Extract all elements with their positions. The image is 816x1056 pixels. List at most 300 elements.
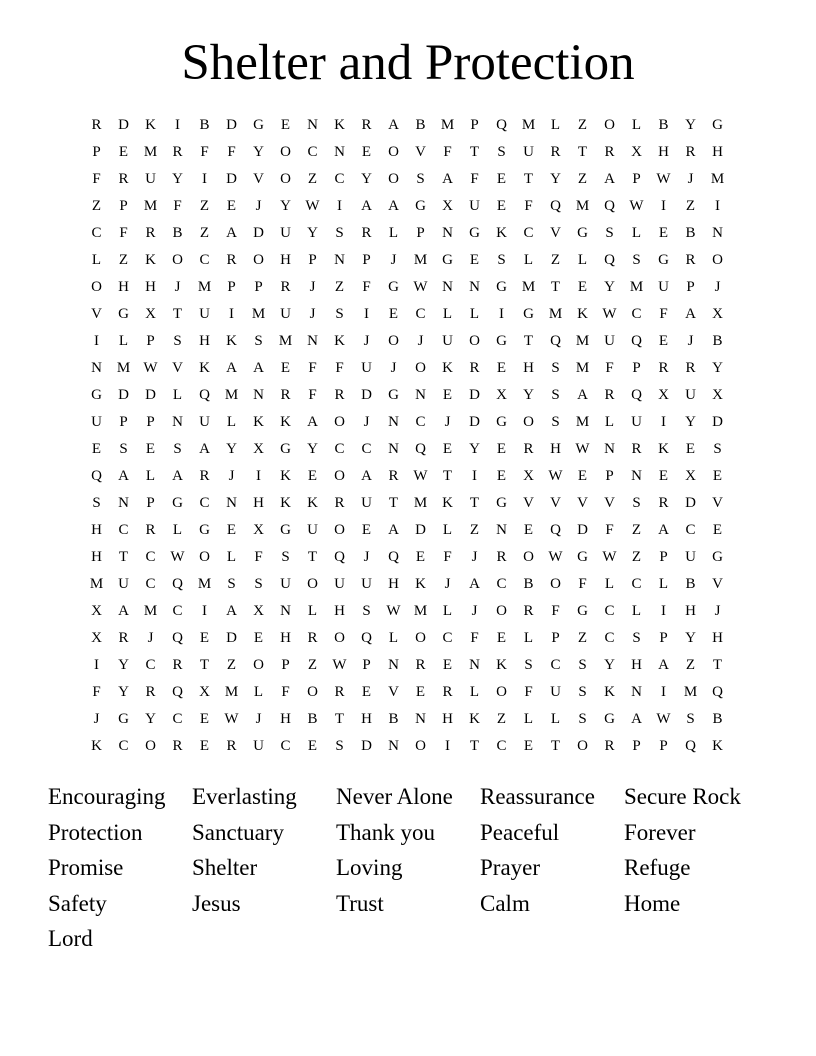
grid-letter[interactable]: D <box>118 387 129 403</box>
grid-letter[interactable]: E <box>361 684 372 700</box>
grid-letter[interactable]: X <box>685 468 696 484</box>
grid-letter[interactable]: P <box>686 279 695 295</box>
grid-letter[interactable]: T <box>712 657 723 673</box>
grid-letter[interactable]: A <box>199 441 210 457</box>
grid-letter[interactable]: S <box>335 738 344 754</box>
grid-letter[interactable]: L <box>442 603 453 619</box>
grid-letter[interactable]: M <box>575 333 590 349</box>
grid-letter[interactable]: O <box>172 252 183 268</box>
grid-letter[interactable]: A <box>172 468 183 484</box>
grid-letter[interactable]: R <box>388 468 399 484</box>
grid-letter[interactable]: J <box>228 468 235 484</box>
grid-letter[interactable]: M <box>89 576 104 592</box>
grid-letter[interactable]: X <box>145 306 156 322</box>
grid-letter[interactable]: J <box>714 603 721 619</box>
grid-letter[interactable]: C <box>523 225 534 241</box>
grid-letter[interactable]: S <box>92 495 101 511</box>
grid-letter[interactable]: Q <box>550 198 561 214</box>
grid-letter[interactable]: A <box>118 468 129 484</box>
grid-letter[interactable]: W <box>170 549 185 565</box>
grid-letter[interactable]: U <box>280 576 291 592</box>
grid-letter[interactable]: A <box>577 387 588 403</box>
grid-letter[interactable]: A <box>631 711 642 727</box>
grid-letter[interactable]: B <box>685 225 696 241</box>
grid-letter[interactable]: N <box>388 414 399 430</box>
grid-letter[interactable]: R <box>631 441 642 457</box>
grid-letter[interactable]: P <box>659 630 668 646</box>
grid-letter[interactable]: V <box>550 495 561 511</box>
grid-letter[interactable]: N <box>280 603 291 619</box>
grid-letter[interactable]: R <box>172 144 183 160</box>
grid-letter[interactable]: E <box>388 306 399 322</box>
grid-letter[interactable]: E <box>658 468 669 484</box>
grid-letter[interactable]: J <box>471 603 478 619</box>
grid-letter[interactable]: C <box>280 738 291 754</box>
grid-letter[interactable]: M <box>521 279 536 295</box>
grid-letter[interactable]: G <box>496 495 507 511</box>
grid-letter[interactable]: V <box>388 684 399 700</box>
grid-letter[interactable]: A <box>253 360 264 376</box>
grid-letter[interactable]: P <box>416 225 425 241</box>
grid-letter[interactable]: Z <box>685 198 696 214</box>
grid-letter[interactable]: D <box>145 387 156 403</box>
grid-letter[interactable]: L <box>226 414 237 430</box>
grid-letter[interactable]: G <box>496 279 507 295</box>
grid-letter[interactable]: O <box>550 576 561 592</box>
grid-letter[interactable]: C <box>361 441 372 457</box>
grid-letter[interactable]: C <box>145 576 156 592</box>
grid-letter[interactable]: S <box>281 549 290 565</box>
grid-letter[interactable]: E <box>307 738 318 754</box>
grid-letter[interactable]: D <box>118 117 129 133</box>
grid-letter[interactable]: H <box>280 711 291 727</box>
grid-letter[interactable]: L <box>253 684 264 700</box>
grid-letter[interactable]: H <box>280 252 291 268</box>
grid-letter[interactable]: S <box>173 441 182 457</box>
grid-letter[interactable]: D <box>226 117 237 133</box>
grid-letter[interactable]: R <box>685 360 696 376</box>
grid-letter[interactable]: N <box>469 657 480 673</box>
grid-letter[interactable]: U <box>685 549 696 565</box>
grid-letter[interactable]: K <box>334 117 345 133</box>
grid-letter[interactable]: T <box>334 711 345 727</box>
grid-letter[interactable]: L <box>469 684 480 700</box>
grid-letter[interactable]: E <box>253 630 264 646</box>
grid-letter[interactable]: M <box>278 333 293 349</box>
grid-letter[interactable]: W <box>386 603 401 619</box>
grid-letter[interactable]: M <box>575 360 590 376</box>
grid-letter[interactable]: G <box>469 225 480 241</box>
grid-letter[interactable]: U <box>91 414 102 430</box>
grid-letter[interactable]: P <box>281 657 290 673</box>
grid-letter[interactable]: R <box>145 522 156 538</box>
grid-letter[interactable]: C <box>118 738 129 754</box>
grid-letter[interactable]: M <box>548 306 563 322</box>
grid-letter[interactable]: J <box>471 549 478 565</box>
grid-letter[interactable]: H <box>91 549 102 565</box>
grid-letter[interactable]: Q <box>388 549 399 565</box>
grid-letter[interactable]: X <box>253 522 264 538</box>
grid-letter[interactable]: R <box>685 144 696 160</box>
grid-letter[interactable]: U <box>145 171 156 187</box>
grid-letter[interactable]: F <box>335 360 344 376</box>
grid-letter[interactable]: C <box>415 306 426 322</box>
grid-letter[interactable]: J <box>93 711 100 727</box>
grid-letter[interactable]: C <box>91 225 102 241</box>
grid-letter[interactable]: H <box>523 360 534 376</box>
grid-letter[interactable]: I <box>364 306 369 322</box>
grid-letter[interactable]: N <box>415 387 426 403</box>
grid-letter[interactable]: E <box>361 522 372 538</box>
grid-letter[interactable]: J <box>390 360 397 376</box>
grid-letter[interactable]: I <box>175 117 180 133</box>
grid-letter[interactable]: Z <box>469 522 480 538</box>
grid-letter[interactable]: T <box>118 549 129 565</box>
grid-letter[interactable]: R <box>361 117 372 133</box>
grid-letter[interactable]: F <box>443 144 452 160</box>
grid-letter[interactable]: B <box>172 225 183 241</box>
grid-letter[interactable]: S <box>551 414 560 430</box>
grid-letter[interactable]: H <box>118 279 129 295</box>
grid-letter[interactable]: M <box>413 495 428 511</box>
grid-letter[interactable]: Y <box>307 441 318 457</box>
grid-letter[interactable]: W <box>413 279 428 295</box>
grid-letter[interactable]: Y <box>145 711 156 727</box>
grid-letter[interactable]: P <box>119 414 128 430</box>
grid-letter[interactable]: K <box>658 441 669 457</box>
grid-letter[interactable]: Z <box>91 198 102 214</box>
grid-letter[interactable]: C <box>307 144 318 160</box>
grid-letter[interactable]: O <box>523 549 534 565</box>
grid-letter[interactable]: H <box>361 711 372 727</box>
grid-letter[interactable]: Q <box>604 252 615 268</box>
grid-letter[interactable]: F <box>173 198 182 214</box>
grid-letter[interactable]: O <box>145 738 156 754</box>
grid-letter[interactable]: E <box>577 279 588 295</box>
grid-letter[interactable]: R <box>496 549 507 565</box>
grid-letter[interactable]: S <box>632 252 641 268</box>
grid-letter[interactable]: J <box>363 333 370 349</box>
grid-letter[interactable]: N <box>604 441 615 457</box>
grid-letter[interactable]: K <box>226 333 237 349</box>
grid-letter[interactable]: X <box>199 684 210 700</box>
grid-letter[interactable]: Q <box>631 333 642 349</box>
grid-letter[interactable]: Y <box>685 630 696 646</box>
grid-letter[interactable]: P <box>659 549 668 565</box>
grid-letter[interactable]: L <box>604 414 615 430</box>
grid-letter[interactable]: L <box>577 252 588 268</box>
grid-letter[interactable]: A <box>442 171 453 187</box>
grid-letter[interactable]: I <box>661 684 666 700</box>
grid-letter[interactable]: O <box>253 252 264 268</box>
grid-letter[interactable]: S <box>119 441 128 457</box>
grid-letter[interactable]: O <box>334 468 345 484</box>
grid-letter[interactable]: N <box>334 252 345 268</box>
grid-letter[interactable]: W <box>332 657 347 673</box>
grid-letter[interactable]: N <box>469 279 480 295</box>
grid-letter[interactable]: U <box>118 576 129 592</box>
grid-letter[interactable]: C <box>496 576 507 592</box>
grid-letter[interactable]: U <box>469 198 480 214</box>
grid-letter[interactable]: Q <box>361 630 372 646</box>
grid-letter[interactable]: I <box>256 468 261 484</box>
grid-letter[interactable]: J <box>363 549 370 565</box>
grid-letter[interactable]: P <box>92 144 101 160</box>
grid-letter[interactable]: S <box>578 657 587 673</box>
grid-letter[interactable]: O <box>523 414 534 430</box>
grid-letter[interactable]: G <box>712 117 723 133</box>
grid-letter[interactable]: I <box>661 414 666 430</box>
grid-letter[interactable]: W <box>575 441 590 457</box>
grid-letter[interactable]: J <box>255 198 262 214</box>
grid-letter[interactable]: U <box>442 333 453 349</box>
grid-letter[interactable]: G <box>118 306 129 322</box>
grid-letter[interactable]: M <box>629 279 644 295</box>
grid-letter[interactable]: F <box>470 630 479 646</box>
grid-letter[interactable]: E <box>442 657 453 673</box>
grid-letter[interactable]: G <box>280 522 291 538</box>
grid-letter[interactable]: P <box>632 738 641 754</box>
grid-letter[interactable]: G <box>577 603 588 619</box>
grid-letter[interactable]: U <box>199 306 210 322</box>
grid-letter[interactable]: P <box>362 657 371 673</box>
grid-letter[interactable]: X <box>91 603 102 619</box>
grid-letter[interactable]: S <box>524 657 533 673</box>
grid-letter[interactable]: G <box>523 306 534 322</box>
grid-letter[interactable]: N <box>388 738 399 754</box>
grid-letter[interactable]: Z <box>577 171 588 187</box>
grid-letter[interactable]: P <box>146 333 155 349</box>
grid-letter[interactable]: F <box>578 576 587 592</box>
grid-letter[interactable]: R <box>307 630 318 646</box>
grid-letter[interactable]: G <box>415 198 426 214</box>
grid-letter[interactable]: S <box>173 333 182 349</box>
grid-letter[interactable]: R <box>199 468 210 484</box>
grid-letter[interactable]: J <box>390 252 397 268</box>
grid-letter[interactable]: G <box>496 414 507 430</box>
grid-letter[interactable]: P <box>605 468 614 484</box>
grid-letter[interactable]: N <box>118 495 129 511</box>
grid-letter[interactable]: U <box>361 360 372 376</box>
grid-letter[interactable]: S <box>686 711 695 727</box>
grid-letter[interactable]: Y <box>469 441 480 457</box>
grid-letter[interactable]: X <box>442 198 453 214</box>
grid-letter[interactable]: L <box>523 630 534 646</box>
grid-letter[interactable]: L <box>442 306 453 322</box>
grid-letter[interactable]: Q <box>712 684 723 700</box>
grid-letter[interactable]: Y <box>307 225 318 241</box>
grid-letter[interactable]: E <box>118 144 129 160</box>
grid-letter[interactable]: R <box>658 495 669 511</box>
grid-letter[interactable]: O <box>199 549 210 565</box>
grid-letter[interactable]: Y <box>118 684 129 700</box>
grid-letter[interactable]: R <box>523 603 534 619</box>
grid-letter[interactable]: F <box>92 684 101 700</box>
grid-letter[interactable]: P <box>632 360 641 376</box>
grid-letter[interactable]: F <box>605 522 614 538</box>
grid-letter[interactable]: R <box>226 738 237 754</box>
grid-letter[interactable]: R <box>226 252 237 268</box>
grid-letter[interactable]: E <box>280 360 291 376</box>
grid-letter[interactable]: R <box>685 252 696 268</box>
grid-letter[interactable]: R <box>280 279 291 295</box>
grid-letter[interactable]: G <box>388 279 399 295</box>
grid-letter[interactable]: C <box>118 522 129 538</box>
grid-letter[interactable]: J <box>687 333 694 349</box>
grid-letter[interactable]: K <box>469 711 480 727</box>
grid-letter[interactable]: W <box>224 711 239 727</box>
grid-letter[interactable]: N <box>712 225 723 241</box>
grid-letter[interactable]: C <box>550 657 561 673</box>
grid-letter[interactable]: Z <box>307 657 318 673</box>
grid-letter[interactable]: M <box>224 684 239 700</box>
grid-letter[interactable]: K <box>91 738 102 754</box>
grid-letter[interactable]: E <box>280 117 291 133</box>
grid-letter[interactable]: H <box>91 522 102 538</box>
grid-letter[interactable]: X <box>253 603 264 619</box>
grid-letter[interactable]: M <box>224 387 239 403</box>
grid-letter[interactable]: J <box>444 576 451 592</box>
grid-letter[interactable]: I <box>94 657 99 673</box>
grid-letter[interactable]: L <box>631 603 642 619</box>
grid-letter[interactable]: H <box>658 144 669 160</box>
grid-letter[interactable]: Y <box>253 144 264 160</box>
grid-letter[interactable]: V <box>604 495 615 511</box>
grid-letter[interactable]: M <box>143 144 158 160</box>
grid-letter[interactable]: T <box>172 306 183 322</box>
grid-letter[interactable]: A <box>388 522 399 538</box>
grid-letter[interactable]: A <box>226 225 237 241</box>
grid-letter[interactable]: A <box>658 522 669 538</box>
grid-letter[interactable]: Z <box>631 522 642 538</box>
grid-letter[interactable]: W <box>602 549 617 565</box>
grid-letter[interactable]: H <box>145 279 156 295</box>
grid-letter[interactable]: D <box>226 171 237 187</box>
grid-letter[interactable]: E <box>226 198 237 214</box>
grid-letter[interactable]: G <box>280 441 291 457</box>
grid-letter[interactable]: C <box>631 306 642 322</box>
grid-letter[interactable]: Y <box>712 360 723 376</box>
grid-letter[interactable]: O <box>334 630 345 646</box>
grid-letter[interactable]: W <box>548 549 563 565</box>
grid-letter[interactable]: O <box>415 738 426 754</box>
grid-letter[interactable]: Q <box>685 738 696 754</box>
grid-letter[interactable]: I <box>202 171 207 187</box>
grid-letter[interactable]: W <box>656 171 671 187</box>
grid-letter[interactable]: D <box>361 738 372 754</box>
grid-letter[interactable]: F <box>200 144 209 160</box>
grid-letter[interactable]: U <box>361 576 372 592</box>
grid-letter[interactable]: N <box>388 441 399 457</box>
grid-letter[interactable]: E <box>712 468 723 484</box>
grid-letter[interactable]: S <box>416 171 425 187</box>
grid-letter[interactable]: K <box>145 252 156 268</box>
grid-letter[interactable]: E <box>307 468 318 484</box>
grid-letter[interactable]: E <box>496 630 507 646</box>
grid-letter[interactable]: Z <box>577 117 588 133</box>
grid-letter[interactable]: U <box>307 522 318 538</box>
grid-letter[interactable]: Z <box>334 279 345 295</box>
grid-letter[interactable]: B <box>199 117 210 133</box>
grid-letter[interactable]: E <box>496 360 507 376</box>
grid-letter[interactable]: M <box>413 252 428 268</box>
grid-letter[interactable]: K <box>280 495 291 511</box>
grid-letter[interactable]: V <box>415 144 426 160</box>
grid-letter[interactable]: P <box>119 198 128 214</box>
grid-letter[interactable]: A <box>361 468 372 484</box>
grid-letter[interactable]: S <box>335 225 344 241</box>
grid-letter[interactable]: I <box>472 468 477 484</box>
grid-letter[interactable]: W <box>305 198 320 214</box>
grid-letter[interactable]: R <box>334 684 345 700</box>
grid-letter[interactable]: F <box>551 603 560 619</box>
grid-letter[interactable]: E <box>442 441 453 457</box>
grid-letter[interactable]: N <box>334 144 345 160</box>
grid-letter[interactable]: O <box>307 576 318 592</box>
grid-letter[interactable]: G <box>118 711 129 727</box>
grid-letter[interactable]: L <box>523 711 534 727</box>
grid-letter[interactable]: O <box>388 333 399 349</box>
grid-letter[interactable]: S <box>362 603 371 619</box>
grid-letter[interactable]: T <box>469 495 480 511</box>
grid-letter[interactable]: S <box>254 576 263 592</box>
grid-letter[interactable]: T <box>550 738 561 754</box>
grid-letter[interactable]: C <box>334 441 345 457</box>
grid-letter[interactable]: M <box>710 171 725 187</box>
grid-letter[interactable]: K <box>577 306 588 322</box>
grid-letter[interactable]: M <box>197 576 212 592</box>
grid-letter[interactable]: N <box>415 711 426 727</box>
grid-letter[interactable]: B <box>712 333 723 349</box>
grid-letter[interactable]: N <box>307 333 318 349</box>
grid-letter[interactable]: J <box>687 171 694 187</box>
grid-letter[interactable]: F <box>92 171 101 187</box>
grid-letter[interactable]: Z <box>226 657 237 673</box>
grid-letter[interactable]: Q <box>496 117 507 133</box>
grid-letter[interactable]: I <box>661 198 666 214</box>
grid-letter[interactable]: E <box>199 711 210 727</box>
grid-letter[interactable]: M <box>575 198 590 214</box>
grid-letter[interactable]: H <box>631 657 642 673</box>
grid-letter[interactable]: E <box>496 198 507 214</box>
grid-letter[interactable]: P <box>362 252 371 268</box>
grid-letter[interactable]: Z <box>199 225 210 241</box>
grid-letter[interactable]: I <box>202 603 207 619</box>
grid-letter[interactable]: Z <box>496 711 507 727</box>
grid-letter[interactable]: U <box>280 225 291 241</box>
grid-letter[interactable]: O <box>604 117 615 133</box>
grid-letter[interactable]: C <box>172 603 183 619</box>
grid-letter[interactable]: K <box>604 684 615 700</box>
grid-letter[interactable]: E <box>415 684 426 700</box>
grid-letter[interactable]: F <box>470 171 479 187</box>
grid-letter[interactable]: H <box>334 603 345 619</box>
grid-letter[interactable]: A <box>361 198 372 214</box>
grid-letter[interactable]: F <box>524 198 533 214</box>
grid-letter[interactable]: P <box>254 279 263 295</box>
grid-letter[interactable]: W <box>629 198 644 214</box>
grid-letter[interactable]: R <box>604 144 615 160</box>
grid-letter[interactable]: M <box>521 117 536 133</box>
grid-letter[interactable]: G <box>388 387 399 403</box>
grid-letter[interactable]: X <box>712 306 723 322</box>
grid-letter[interactable]: T <box>523 333 534 349</box>
grid-letter[interactable]: I <box>94 333 99 349</box>
grid-letter[interactable]: L <box>469 306 480 322</box>
grid-letter[interactable]: P <box>146 495 155 511</box>
grid-letter[interactable]: S <box>632 630 641 646</box>
grid-letter[interactable]: D <box>469 414 480 430</box>
